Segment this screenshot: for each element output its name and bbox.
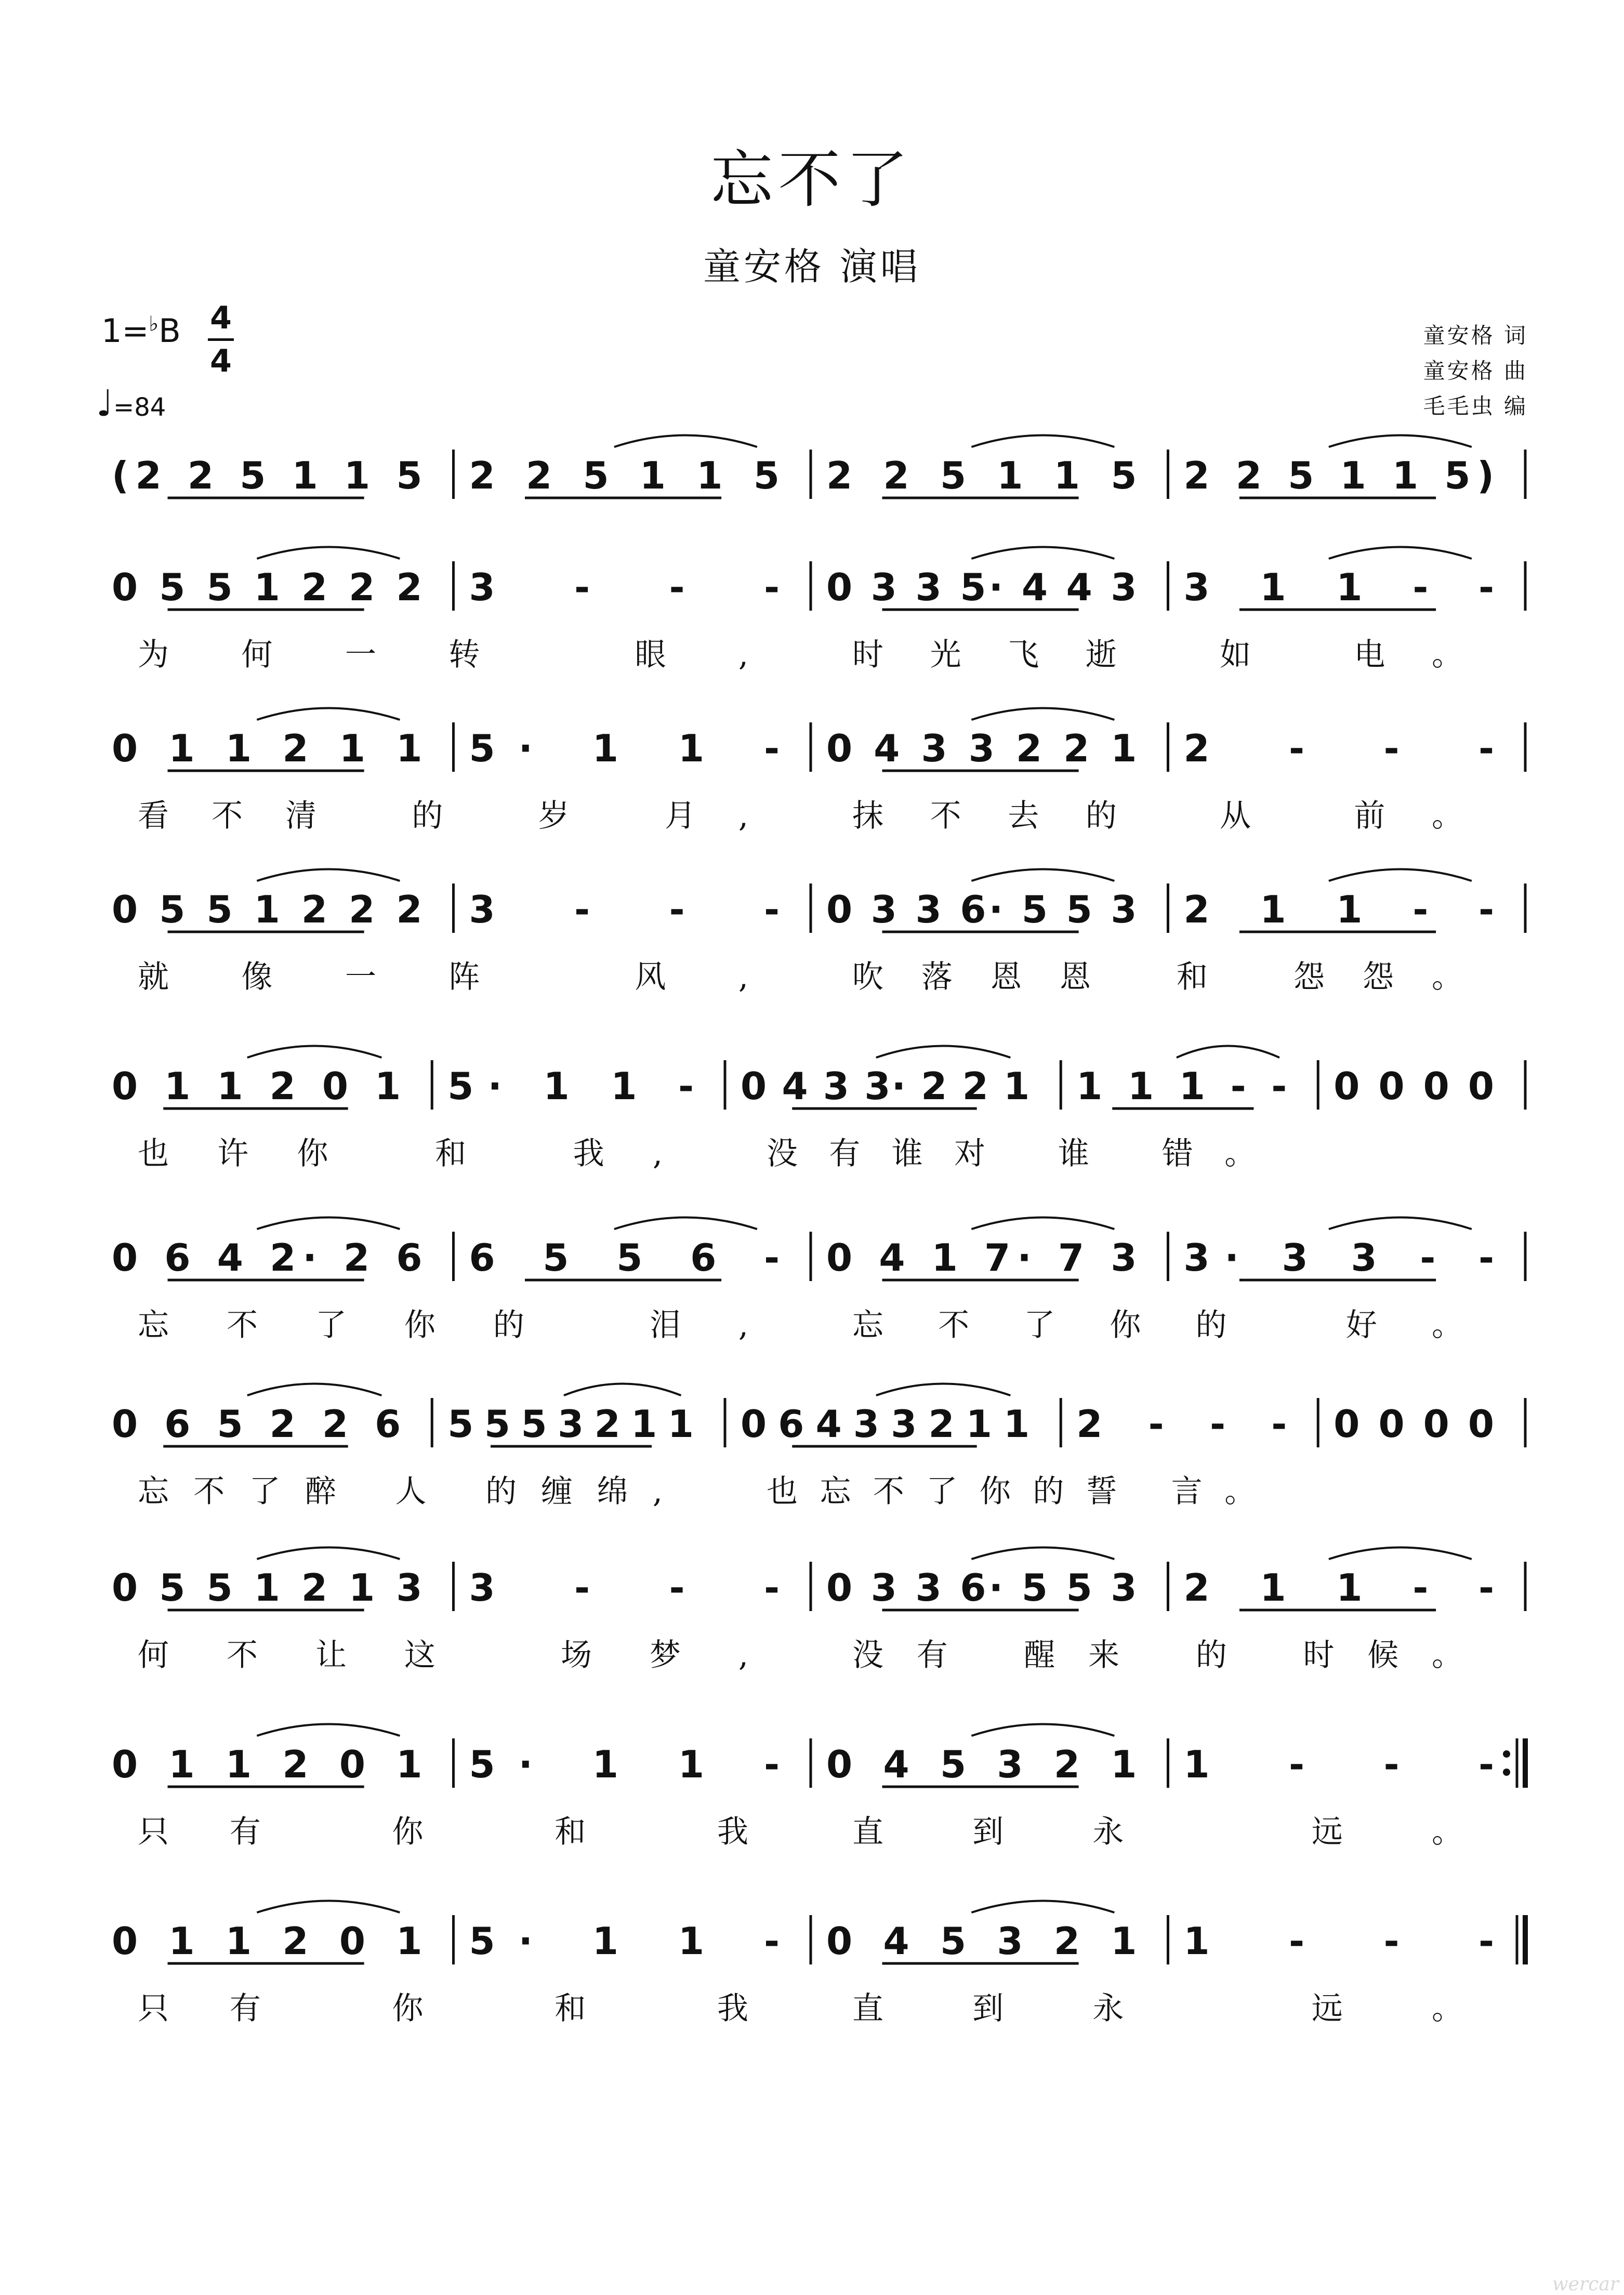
lyric-line: 何不让这 场梦, [138,1637,748,1673]
measure-notes: 5· 1 1 - [447,1064,694,1108]
measure-notes: 1 - - - [1183,1743,1494,1786]
slur [971,1901,1114,1913]
tempo-value: =84 [113,393,166,422]
measure-notes: (2 2 5 1 1 5 [112,454,422,497]
lyric-line: 也忘不了你的誓 言。 [767,1473,1256,1510]
lyric-line: 直到永 远。 [852,1814,1463,1850]
key-note: B [159,312,181,350]
lyric-line: 忘不了你的 好。 [852,1307,1463,1343]
lyric-line: 时光飞逝 如 电。 [852,637,1463,673]
measure-notes: 0 3 3 6· 5 5 3 [826,1566,1137,1610]
repeat-dot [1503,1769,1510,1776]
measure-notes: 2 1 1 - - [1183,1566,1494,1610]
slur [614,1218,757,1230]
quarter-note-icon: ♩ [96,382,114,425]
lyric-line: 抹不去的 从 前。 [852,798,1463,834]
measure-notes: 0 5 5 1 2 1 3 [112,1566,422,1610]
measure-notes: 0 4 5 3 2 1 [826,1919,1137,1963]
slur [247,1046,382,1058]
measure-notes: 0 1 1 2 0 1 [112,1743,422,1786]
slur [257,1724,400,1736]
measure-notes: 0 1 1 2 0 1 [112,1064,401,1108]
slur [257,708,400,720]
lyric-line: 也许你 和 我, [138,1136,663,1172]
measure-notes: 1 1 1 - - [1076,1064,1287,1108]
slur [971,1724,1114,1736]
lyric-line: 只有 你 和 我 [138,1814,748,1850]
measure-notes: 0 3 3 5· 4 4 3 [826,565,1137,609]
slur [971,869,1114,881]
slur [1177,1046,1279,1058]
slur [614,436,757,447]
measure-notes: 5 5 5 3 2 1 1 [447,1402,694,1446]
lyric-line: 吹落恩恩 和 怨怨。 [852,959,1463,995]
slur [257,547,400,559]
measure-notes: 5· 1 1 - [469,1919,780,1963]
lyric-line: 忘不了你的 泪, [138,1307,748,1343]
measure-notes: 0 4 5 3 2 1 [826,1743,1137,1786]
measure-notes: 2 - - - [1076,1402,1287,1446]
measure-notes: 0 1 1 2 0 1 [112,1919,422,1963]
lyric-line: 为何一转 眼, [138,637,748,673]
measure-notes: 5· 1 1 - [469,1743,780,1786]
lyric-line: 没有谁对 谁 错。 [767,1136,1256,1172]
slur [971,547,1114,559]
performer-line: 童安格 演唱 [703,245,921,288]
lyric-line: 没有 醒来 的 时候。 [852,1637,1463,1673]
measure-notes: 0 3 3 6· 5 5 3 [826,888,1137,931]
lyric-line: 只有 你 和 我 [138,1990,748,2027]
watermark: wercar [1552,2274,1619,2295]
measure-notes: 2 2 5 1 1 5) [1183,454,1494,497]
slur [1329,1548,1472,1560]
arranger-credit: 毛毛虫 编 [1423,393,1528,419]
lyric-line: 就像一阵 风, [138,959,748,995]
measure-notes: 0 5 5 1 2 2 2 [112,888,422,931]
measure-notes: 2 1 1 - - [1183,888,1494,931]
measure-notes: 0 6 4 2· 2 6 [112,1236,422,1280]
measure-notes: 3 1 1 - - [1183,565,1494,609]
slur [876,1046,1011,1058]
lyric-line: 忘不了醉 人 的缠绵, [138,1473,663,1510]
time-signature-bottom: 4 [210,343,232,379]
measure-notes: 0 4 3 3· 2 2 1 [741,1064,1030,1108]
song-title: 忘不了 [710,144,914,216]
slur [1329,869,1472,881]
measure-notes: 5· 1 1 - [469,727,780,770]
measure-notes: 0 5 5 1 2 2 2 [112,565,422,609]
slur [971,1218,1114,1230]
measure-notes: 6 5 5 6 - [469,1236,780,1280]
measure-notes: 3 - - - [469,888,780,931]
slur [971,708,1114,720]
measure-notes: 2 - - - [1183,727,1494,770]
slur [257,1548,400,1560]
slur [1329,547,1472,559]
lyricist-credit: 童安格 词 [1423,323,1528,348]
measure-notes: 0 4 3 3 2 2 1 [826,727,1137,770]
slur [876,1384,1011,1396]
slur [257,1218,400,1230]
measure-notes: 1 - - - [1183,1919,1494,1963]
lyric-line: 直到永 远。 [852,1990,1463,2027]
composer-credit: 童安格 曲 [1423,358,1528,384]
measure-notes: 2 2 5 1 1 5 [469,454,780,497]
slur [257,869,400,881]
measure-notes: 0 1 1 2 1 1 [112,727,422,770]
measure-notes: 0 0 0 0 [1333,1402,1494,1446]
slur [1329,1218,1472,1230]
slur [564,1384,681,1396]
measure-notes: 3 - - - [469,1566,780,1610]
slur [247,1384,382,1396]
slur [971,1548,1114,1560]
measure-notes: 2 2 5 1 1 5 [826,454,1137,497]
measure-notes: 0 6 4 3 3 2 1 1 [741,1402,1030,1446]
key-prefix: 1= [101,312,149,350]
measure-notes: 3 - - - [469,565,780,609]
measure-notes: 0 0 0 0 [1333,1064,1494,1108]
slur [971,436,1114,447]
slur [1329,436,1472,447]
repeat-dot [1503,1750,1510,1758]
slur [257,1901,400,1913]
measure-notes: 0 4 1 7· 7 3 [826,1236,1137,1280]
time-signature-top: 4 [210,300,232,336]
lyric-line: 看不清 的 岁 月, [138,798,748,834]
measure-notes: 0 6 5 2 2 6 [112,1402,401,1446]
measure-notes: 3· 3 3 - - [1183,1236,1494,1280]
flat-symbol: ♭ [149,312,159,336]
